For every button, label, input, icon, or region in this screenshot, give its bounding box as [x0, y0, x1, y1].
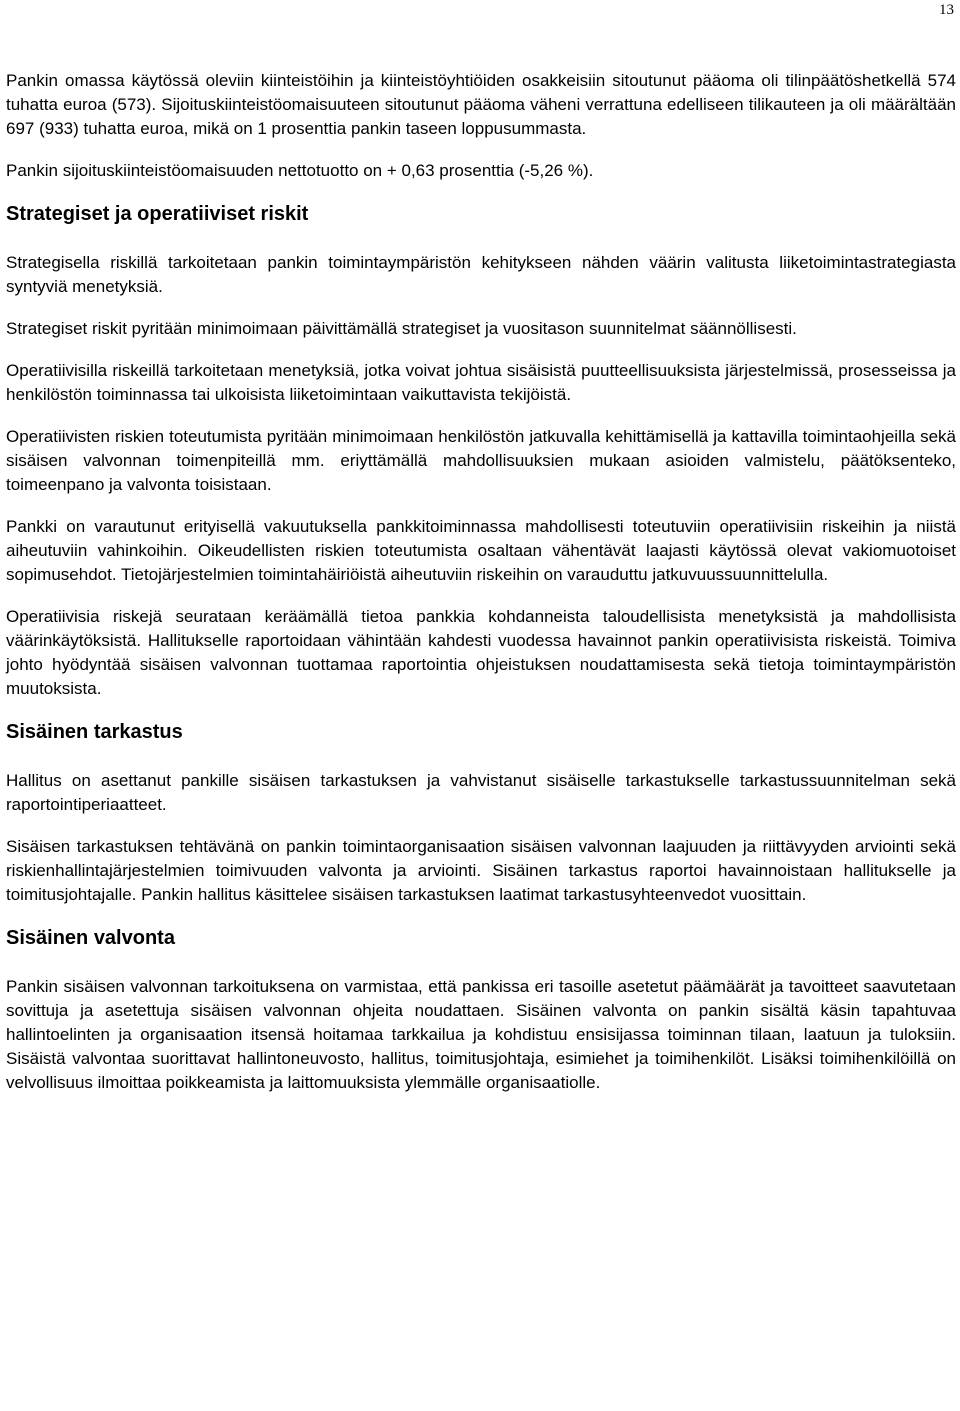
paragraph-real-estate-capital: Pankin omassa käytössä oleviin kiinteistöihin ja kiinteistöyhtiöiden osakkeisiin sitoutunut pääoma oli tilinpäätöshetkellä 574 tuhatta euroa (573). Sijoituskiinteistöomaisuuteen sitoutunut pääoma väheni verrattuna edelliseen tilikauteen ja oli määrältään 697 (933) tuhatta euroa, mikä on 1 prosenttia pankin taseen loppusummasta. [6, 71, 956, 138]
page-number: 13 [939, 2, 954, 18]
heading-internal-audit: Sisäinen tarkastus [6, 721, 183, 743]
document-body [6, 69, 956, 1113]
paragraph-strategic-risk-minimisation: Strategiset riskit pyritään minimoimaan päivittämällä strategiset ja vuositason suunnitelmat säännöllisesti. [6, 319, 797, 338]
paragraph-operational-risk-definition: Operatiivisilla riskeillä tarkoitetaan menetyksiä, jotka voivat johtua sisäisistä puutteellisuuksista järjestelmissä, prosesseissa ja henkilöstön toiminnassa tai ulkoisista liiketoimintaan vaikuttavista tekijöistä. [6, 361, 956, 404]
heading-internal-control: Sisäinen valvonta [6, 927, 175, 949]
paragraph-insurance-preparedness: Pankki on varautunut erityisellä vakuutuksella pankkitoiminnassa mahdollisesti toteutuviin operatiivisiin riskeihin ja niistä aiheutuviin vahinkoihin. Oikeudellisten riskien toteutumista osaltaan vähentävät laajasti käytössä olevat vakiomuotoiset sopimusehdot. Tietojärjestelmien toimintahäiriöistä aiheutuviin riskeihin on varauduttu jatkuvuussuunnittelulla. [6, 517, 956, 584]
paragraph-operational-risk-minimisation: Operatiivisten riskien toteutumista pyritään minimoimaan henkilöstön jatkuvalla kehittämisellä ja kattavilla toimintaohjeilla sekä sisäisen valvonnan toimenpiteillä mm. eriyttämällä mahdollisuuksien mukaan asioiden valmistelu, päätöksenteko, toimeenpano ja valvonta toisistaan. [6, 427, 956, 494]
paragraph-real-estate-return: Pankin sijoituskiinteistöomaisuuden nettotuotto on + 0,63 prosenttia (-5,26 %). [6, 161, 594, 180]
heading-strategic-operational-risks: Strategiset ja operatiiviset riskit [6, 203, 309, 225]
paragraph-internal-audit-plan: Hallitus on asettanut pankille sisäisen tarkastuksen ja vahvistanut sisäiselle tarkastukselle tarkastussuunnitelman sekä raportointiperiaatteet. [6, 771, 956, 814]
paragraph-internal-control-purpose: Pankin sisäisen valvonnan tarkoituksena on varmistaa, että pankissa eri tasoille asetetut päämäärät ja tavoitteet saavutetaan sovittuja ja asetettuja sisäisen valvonnan ohjeita noudattaen. Sisäinen valvonta on pankin sisältä käsin tapahtuvaa hallintoelinten ja organisaation itsensä hoitamaa tarkkailua ja kohdistuu ensisijassa toiminnan tilaan, laatuun ja tuloksiin. Sisäistä valvontaa suorittavat hallintoneuvosto, hallitus, toimitusjohtaja, esimiehet ja toimihenkilöt. Lisäksi toimihenkilöillä on velvollisuus ilmoittaa poikkeamista ja laittomuuksista ylemmälle organisaatiolle. [6, 977, 956, 1092]
paragraph-internal-audit-task: Sisäisen tarkastuksen tehtävänä on pankin toimintaorganisaation sisäisen valvonnan laajuuden ja riittävyyden arviointi sekä riskienhallintajärjestelmien toimivuuden valvonta ja arviointi. Sisäinen tarkastus raportoi havainnoistaan hallitukselle ja toimitusjohtajalle. Pankin hallitus käsittelee sisäisen tarkastuksen laatimat tarkastusyhteenvedot vuosittain. [6, 837, 956, 904]
paragraph-strategic-risk-definition: Strategisella riskillä tarkoitetaan pankin toimintaympäristön kehitykseen nähden väärin valitusta liiketoimintastrategiasta syntyviä menetyksiä. [6, 253, 956, 296]
paragraph-operational-risk-monitoring: Operatiivisia riskejä seurataan keräämällä tietoa pankkia kohdanneista taloudellisista menetyksistä ja mahdollisista väärinkäytöksistä. Hallitukselle raportoidaan vähintään kahdesti vuodessa havainnot pankin operatiivisista riskeistä. Toimiva johto hyödyntää sisäisen valvonnan tuottamaa raportointia ohjeistuksen noudattamisesta sekä tietoja toimintaympäristön muutoksista. [6, 607, 956, 698]
